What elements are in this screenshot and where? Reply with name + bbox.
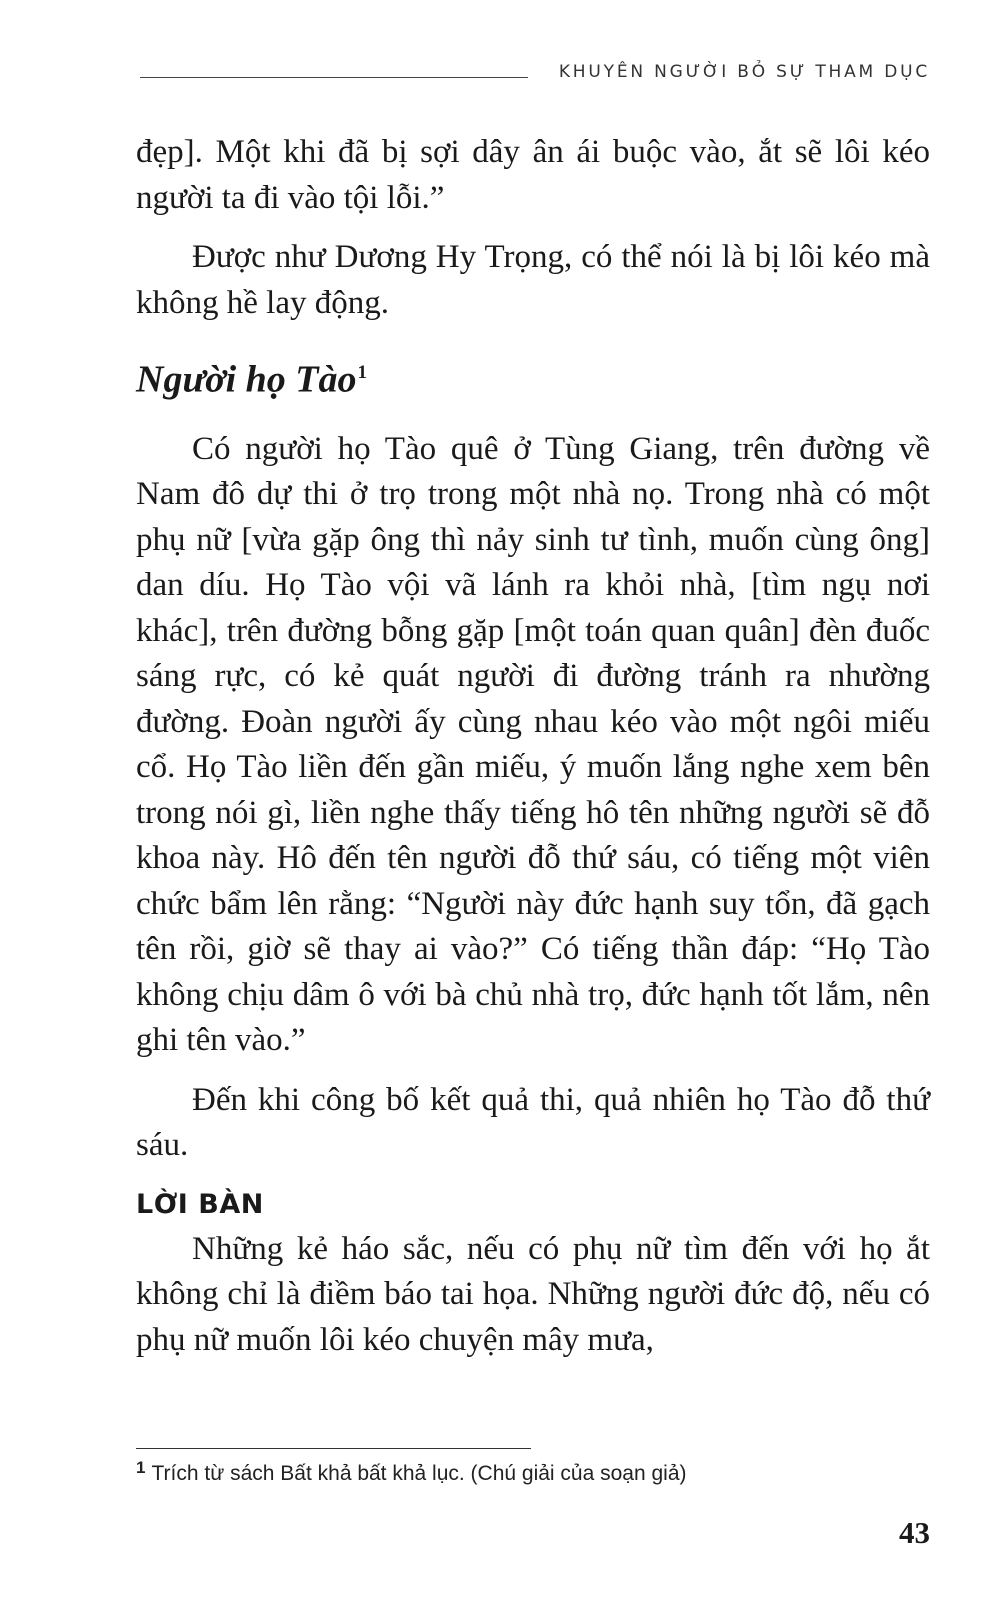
running-head [140,58,930,88]
section-title-text: Người họ Tào [136,358,357,401]
footnote-text: Trích từ sách Bất khả bất khả lục. (Chú giải của soạn giả) [151,1462,687,1485]
footnote [136,1458,687,1486]
running-head-title: KHUYÊN NGƯỜI BỎ SỰ THAM DỤC [558,62,930,82]
header-rule [140,77,528,78]
section-title [136,344,930,409]
paragraph: Được như Dương Hy Trọng, có thể nói là bị lôi kéo mà không hề lay động. [136,239,930,321]
comment-heading: LỜI BÀN [136,1188,264,1220]
paragraph: đẹp]. Một khi đã bị sợi dây ân ái buộc vào, ắt sẽ lôi kéo người ta đi vào tội lỗi.” [136,134,930,216]
page-body [136,130,930,1363]
footnote-mark: 1 [136,1458,146,1477]
page-number: 43 [899,1515,930,1550]
paragraph: Có người họ Tào quê ở Tùng Giang, trên đường về Nam đô dự thi ở trọ trong một nhà nọ. Trong nhà có một phụ nữ [vừa gặp ông thì nảy sinh tư tình, muốn cùng ông] dan díu. Họ Tào vội vã lánh ra khỏi nhà, [tìm ngụ nơi khác], trên đường bỗng gặp [một toán quan quân] đèn đuốc sáng rực, có kẻ quát người đi đường tránh ra nhường đường. Đoàn người ấy cùng nhau kéo vào một ngôi miếu cổ. Họ Tào liền đến gần miếu, ý muốn lắng nghe xem bên trong nói gì, liền nghe thấy tiếng hô tên những người sẽ đỗ khoa này. Hô đến tên người đỗ thứ sáu, có tiếng một viên chức bẩm lên rằng: “Người này đức hạnh suy tổn, đã gạch tên rồi, giờ sẽ thay ai vào?” Có tiếng thần đáp: “Họ Tào không chịu dâm ô với bà chủ nhà trọ, đức hạnh tốt lắm, nên ghi tên vào.” [136,430,930,1059]
paragraph: Đến khi công bố kết quả thi, quả nhiên họ Tào đỗ thứ sáu. [136,1081,930,1164]
paragraph: Những kẻ háo sắc, nếu có phụ nữ tìm đến với họ ắt không chỉ là điềm báo tai họa. Những người đức độ, nếu có phụ nữ muốn lôi kéo chuyện mây mưa, [136,1230,930,1358]
footnote-reference: 1 [357,362,368,383]
footnote-rule [136,1448,531,1449]
